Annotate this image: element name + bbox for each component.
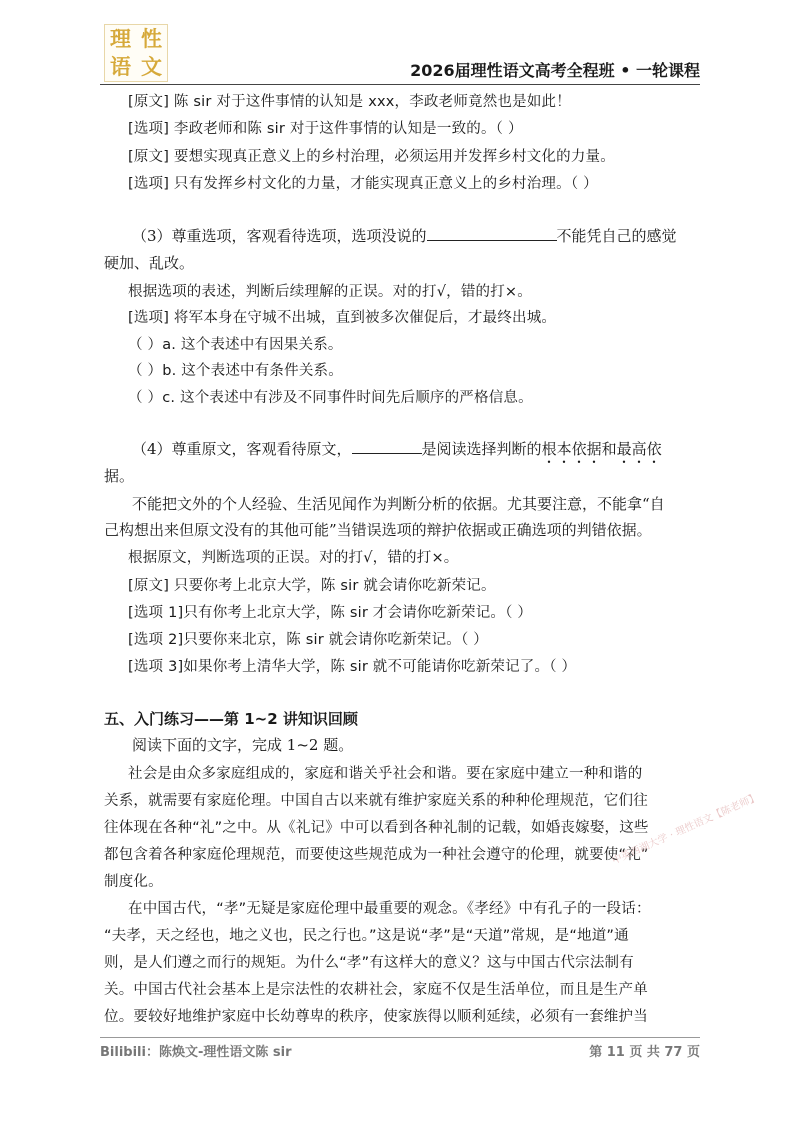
- passage-line: 关系，就需要有家庭伦理。中国自古以来就有维护家庭关系的种种伦理规范，它们往: [104, 793, 648, 809]
- item3-heading: [132, 225, 700, 246]
- passage-line: 位。要较好地维护家庭中长幼尊卑的秩序，使家族得以顺利延续，必须有一套维护当: [104, 1009, 648, 1025]
- logo-char: 性: [141, 27, 162, 51]
- logo-char: 文: [141, 55, 162, 79]
- section-heading: 五、入门练习——第 1~2 讲知识回顾: [104, 710, 358, 728]
- footer-credit: Bilibili：陈焕文-理性语文陈 sir: [100, 1045, 292, 1060]
- section-intro: 阅读下面的文字，完成 1~2 题。: [132, 736, 354, 754]
- item3-option: （ ）c. 这个表述中有涉及不同事件时间先后顺序的严格信息。: [128, 390, 533, 406]
- example-line: [选项] 只有发挥乡村文化的力量，才能实现真正意义上的乡村治理。（ ）: [128, 176, 598, 192]
- item4-prefix: （4）尊重原文，客观看待原文，: [132, 440, 352, 458]
- example-line: [原文] 陈 sir 对于这件事情的认知是 xxx，李政老师竟然也是如此！: [128, 94, 571, 110]
- item3-option: （ ）b. 这个表述中有条件关系。: [128, 363, 343, 379]
- logo-char: 理: [110, 27, 131, 51]
- logo-char: 语: [110, 55, 131, 79]
- passage-line: 往体现在各种“礼”之中。从《礼记》中可以看到各种礼制的记载，如婚丧嫁娶，这些: [104, 820, 649, 836]
- item4-instruction: 根据原文，判断选项的正误。对的打√，错的打×。: [128, 550, 459, 566]
- item3-stem: [选项] 将军本身在守城不出城，直到被多次催促后，才最终出城。: [128, 310, 557, 326]
- fill-blank: [352, 438, 422, 454]
- item4-line: [选项 3]如果你考上清华大学，陈 sir 就不可能请你吃新荣记了。（ ）: [128, 659, 577, 675]
- header-title: 2026届理性语文高考全程班 • 一轮课程: [410, 61, 700, 80]
- item4-and: 和: [601, 440, 617, 458]
- item4-paragraph: 己构想出来但原文没有的其他可能”当错误选项的辩护依据或正确选项的判错依据。: [104, 521, 652, 539]
- header-divider: [100, 84, 700, 85]
- watermark: 中英西湖大学 · 理性语文【陈老师】: [610, 791, 761, 867]
- page-number: 第 11 页 共 77 页: [589, 1045, 700, 1060]
- example-line: [原文] 要想实现真正意义上的乡村治理，必须运用并发挥乡村文化的力量。: [128, 149, 615, 165]
- item4-mid: 是阅读选择判断的: [421, 440, 542, 458]
- item3-continuation: 硬加、乱改。: [104, 254, 195, 272]
- passage-line: 都包含着各种家庭伦理规范，而要使这些规范成为一种社会遵守的伦理，就要使“礼”: [104, 847, 649, 863]
- emphasis-text: 最高依: [616, 440, 662, 458]
- passage-line: 则，是人们遵之而行的规矩。为什么“孝”有这样大的意义？这与中国古代宗法制有: [104, 955, 634, 971]
- example-line: [选项] 李政老师和陈 sir 对于这件事情的认知是一致的。（ ）: [128, 121, 523, 137]
- item4-paragraph: 不能把文外的个人经验、生活见闻作为判断分析的依据。尤其要注意，不能拿“自: [132, 495, 665, 513]
- item4-line: [原文] 只要你考上北京大学，陈 sir 就会请你吃新荣记。: [128, 578, 496, 594]
- footer-divider: [100, 1037, 700, 1038]
- passage-line: 社会是由众多家庭组成的，家庭和谐关乎社会和谐。要在家庭中建立一种和谐的: [128, 766, 643, 782]
- item3-prefix: （3）尊重选项，客观看待选项，选项没说的: [132, 227, 427, 245]
- passage-line: “夫孝，天之经也，地之义也，民之行也。”这是说“孝”是“天道”常规，是“地道”通: [104, 928, 629, 944]
- item4-continuation: 据。: [104, 467, 135, 485]
- fill-blank: [427, 225, 557, 241]
- item3-suffix: 不能凭自己的感觉: [556, 227, 677, 245]
- emphasis-text: 根本依据: [541, 440, 602, 458]
- passage-line: 在中国古代，“孝”无疑是家庭伦理中最重要的观念。《孝经》中有孔子的一段话：: [128, 901, 651, 917]
- item4-line: [选项 1]只有你考上北京大学，陈 sir 才会请你吃新荣记。（ ）: [128, 605, 533, 621]
- item3-instruction: 根据选项的表述，判断后续理解的正误。对的打√，错的打×。: [128, 284, 532, 300]
- passage-line: 制度化。: [104, 874, 163, 890]
- passage-line: 关。中国古代社会基本上是宗法性的农耕社会，家庭不仅是生活单位，而且是生产单: [104, 982, 648, 998]
- brand-logo: [104, 24, 168, 82]
- item4-heading: [132, 438, 700, 467]
- item3-option: （ ）a. 这个表述中有因果关系。: [128, 337, 343, 353]
- item4-line: [选项 2]只要你来北京，陈 sir 就会请你吃新荣记。（ ）: [128, 632, 488, 648]
